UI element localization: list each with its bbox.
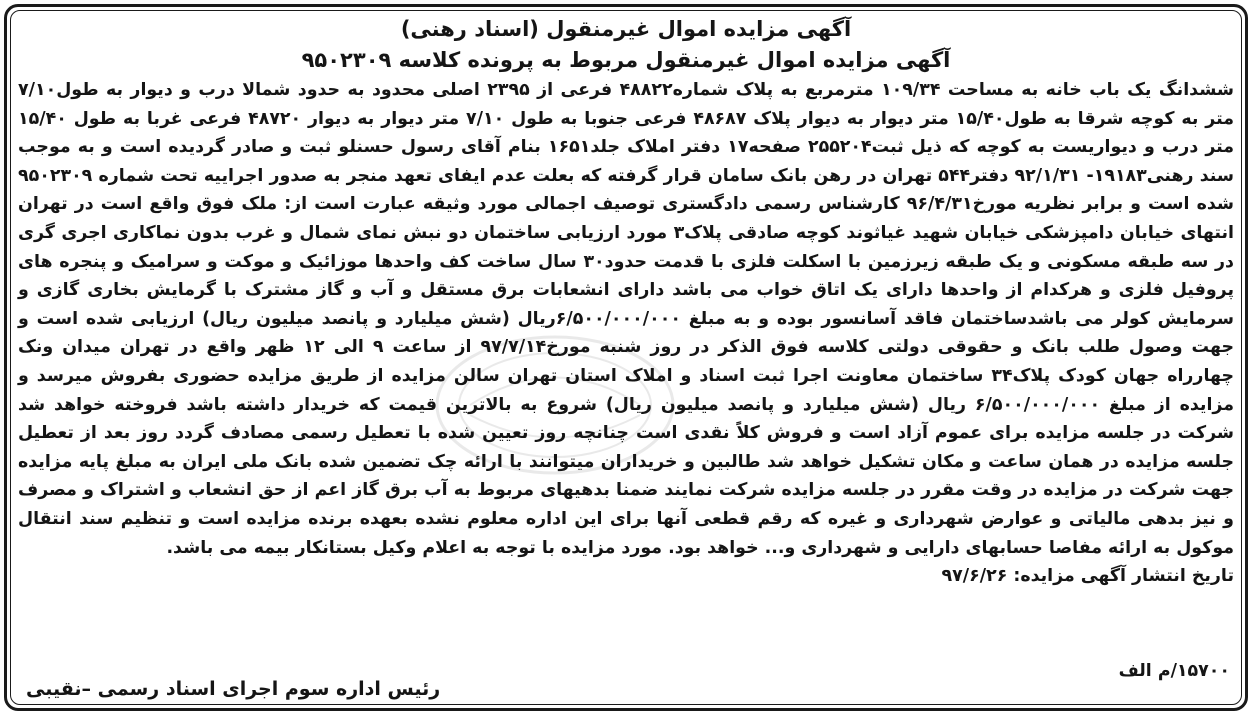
notice-title: آگهی مزایده اموال غیرمنقول (اسناد رهنی) bbox=[400, 17, 852, 41]
notice-subtitle: آگهی مزایده اموال غیرمنقول مربوط به پرونده کلاسه ۹۵۰۲۳۰۹ bbox=[301, 48, 951, 72]
auction-notice bbox=[18, 14, 1234, 704]
publish-date: تاریخ انتشار آگهی مزایده: ۹۷/۶/۲۶ bbox=[941, 566, 1234, 587]
notice-body: ششدانگ یک باب خانه به مساحت ۱۰۹/۳۴ مترمربع به پلاک شماره۴۸۸۲۲ فرعی از ۲۳۹۵ اصلی محدود به حدود شمالا درب و دیوار به طول۷/۱۰ متر به کوچه شرقا به طول۱۵/۴۰ متر دیوار به دیوار پلاک ۴۸۶۸۷ فرعی جنوبا به طول ۷/۱۰ متر دیوار به دیوار ۴۸۷۲۰ فرعی غربا به طول ۱۵/۴۰ متر درب و دیواریست به کوچه که ذیل ثبت۲۵۵۲۰۴ صفحه۱۷ دفتر املاک جلد۱۶۵۱ بنام آقای رسول حسنلو ثبت و صادر گردیده است و به موجب سند رهنی۱۹۱۸۳- ۹۲/۱/۳۱ دفتر۵۴۴ تهران در رهن بانک سامان قرار گرفته که بعلت عدم ایفای تعهد منجر به صدور اجراییه تحت شماره ۹۵۰۲۳۰۹ شده است و برابر نظریه مورخ۹۶/۴/۳۱ کارشناس رسمی دادگستری توصیف اجمالی مورد وثیقه عبارت است از: ملک فوق واقع است در تهران انتهای خیابان دامپزشکی خیابان شهید غیاثوند کوچه صادقی پلاک۳ مورد ارزیابی ساختمان دو نبش نمای شمال و غرب بدون نماکاری اجری گری در سه طبقه مسکونی و یک طبقه زیرزمین با اسکلت فلزی با قدمت حدود۳۰ سال ساخت کف واحدها موزائیک و موکت و سرامیک و پنجره های پروفیل فلزی و هرکدام از واحدها دارای یک اتاق خواب می باشد دارای انشعابات برق مستقل و آب و گاز مشترک با گرمایش بخاری گازی و سرمایش کولر می باشدساختمان فاقد آسانسور بوده و به مبلغ ۶/۵۰۰/۰۰۰/۰۰۰ریال (شش میلیارد و پانصد میلیون ریال) ارزیابی شده است و جهت وصول طلب بانک و حقوقی دولتی کلاسه فوق الذکر در روز شنبه مورخ۹۷/۷/۱۴ از ساعت ۹ الی ۱۲ ظهر واقع در تهران میدان ونک چهارراه جهان کودک پلاک۳۴ ساختمان معاونت اجرا ثبت اسناد و املاک استان تهران سالن مزایده از طریق مزایده حضوری بفروش میرسد و مزایده از مبلغ ۶/۵۰۰/۰۰۰/۰۰۰ ریال (شش میلیارد و پانصد میلیون ریال) شروع به بالاترین قیمت که خریدار داشته باشد فروخته خواهد شد شرکت در جلسه مزایده برای عموم آزاد است و فروش کلاً نقدی است چنانچه روز تعیین شده با تعطیل رسمی مصادف گردد روز بعد از تعطیل جلسه مزایده در همان ساعت و مکان تشکیل خواهد شد طالبین و خریداران میتوانند با ارائه چک تضمین شده بانک ملی ایران به مبلغ پایه مزایده جهت شرکت در مزایده در وقت مقرر در جلسه مزایده شرکت نمایند ضمنا بدهیهای مربوط به آب برق گاز اعم از حق انشعاب و اشتراک و مصرف و نیز بدهی مالیاتی و عوارض شهرداری و غیره که رقم قطعی آنها برای این اداره معلوم نشده بعهده برنده مزایده است و تنظیم سند انتقال موکول به ارائه مفاصا حسابهای دارایی و شهرداری و... خواهد بود. مورد مزایده با توجه به اعلام وکیل بستانکار بیمه می باشد. bbox=[18, 80, 1235, 558]
reference-code: ۱۵۷۰۰/م الف bbox=[1118, 661, 1230, 681]
notice-footer bbox=[18, 660, 1234, 704]
signature-line: رئیس اداره سوم اجرای اسناد رسمی –نقیبی bbox=[26, 678, 441, 700]
